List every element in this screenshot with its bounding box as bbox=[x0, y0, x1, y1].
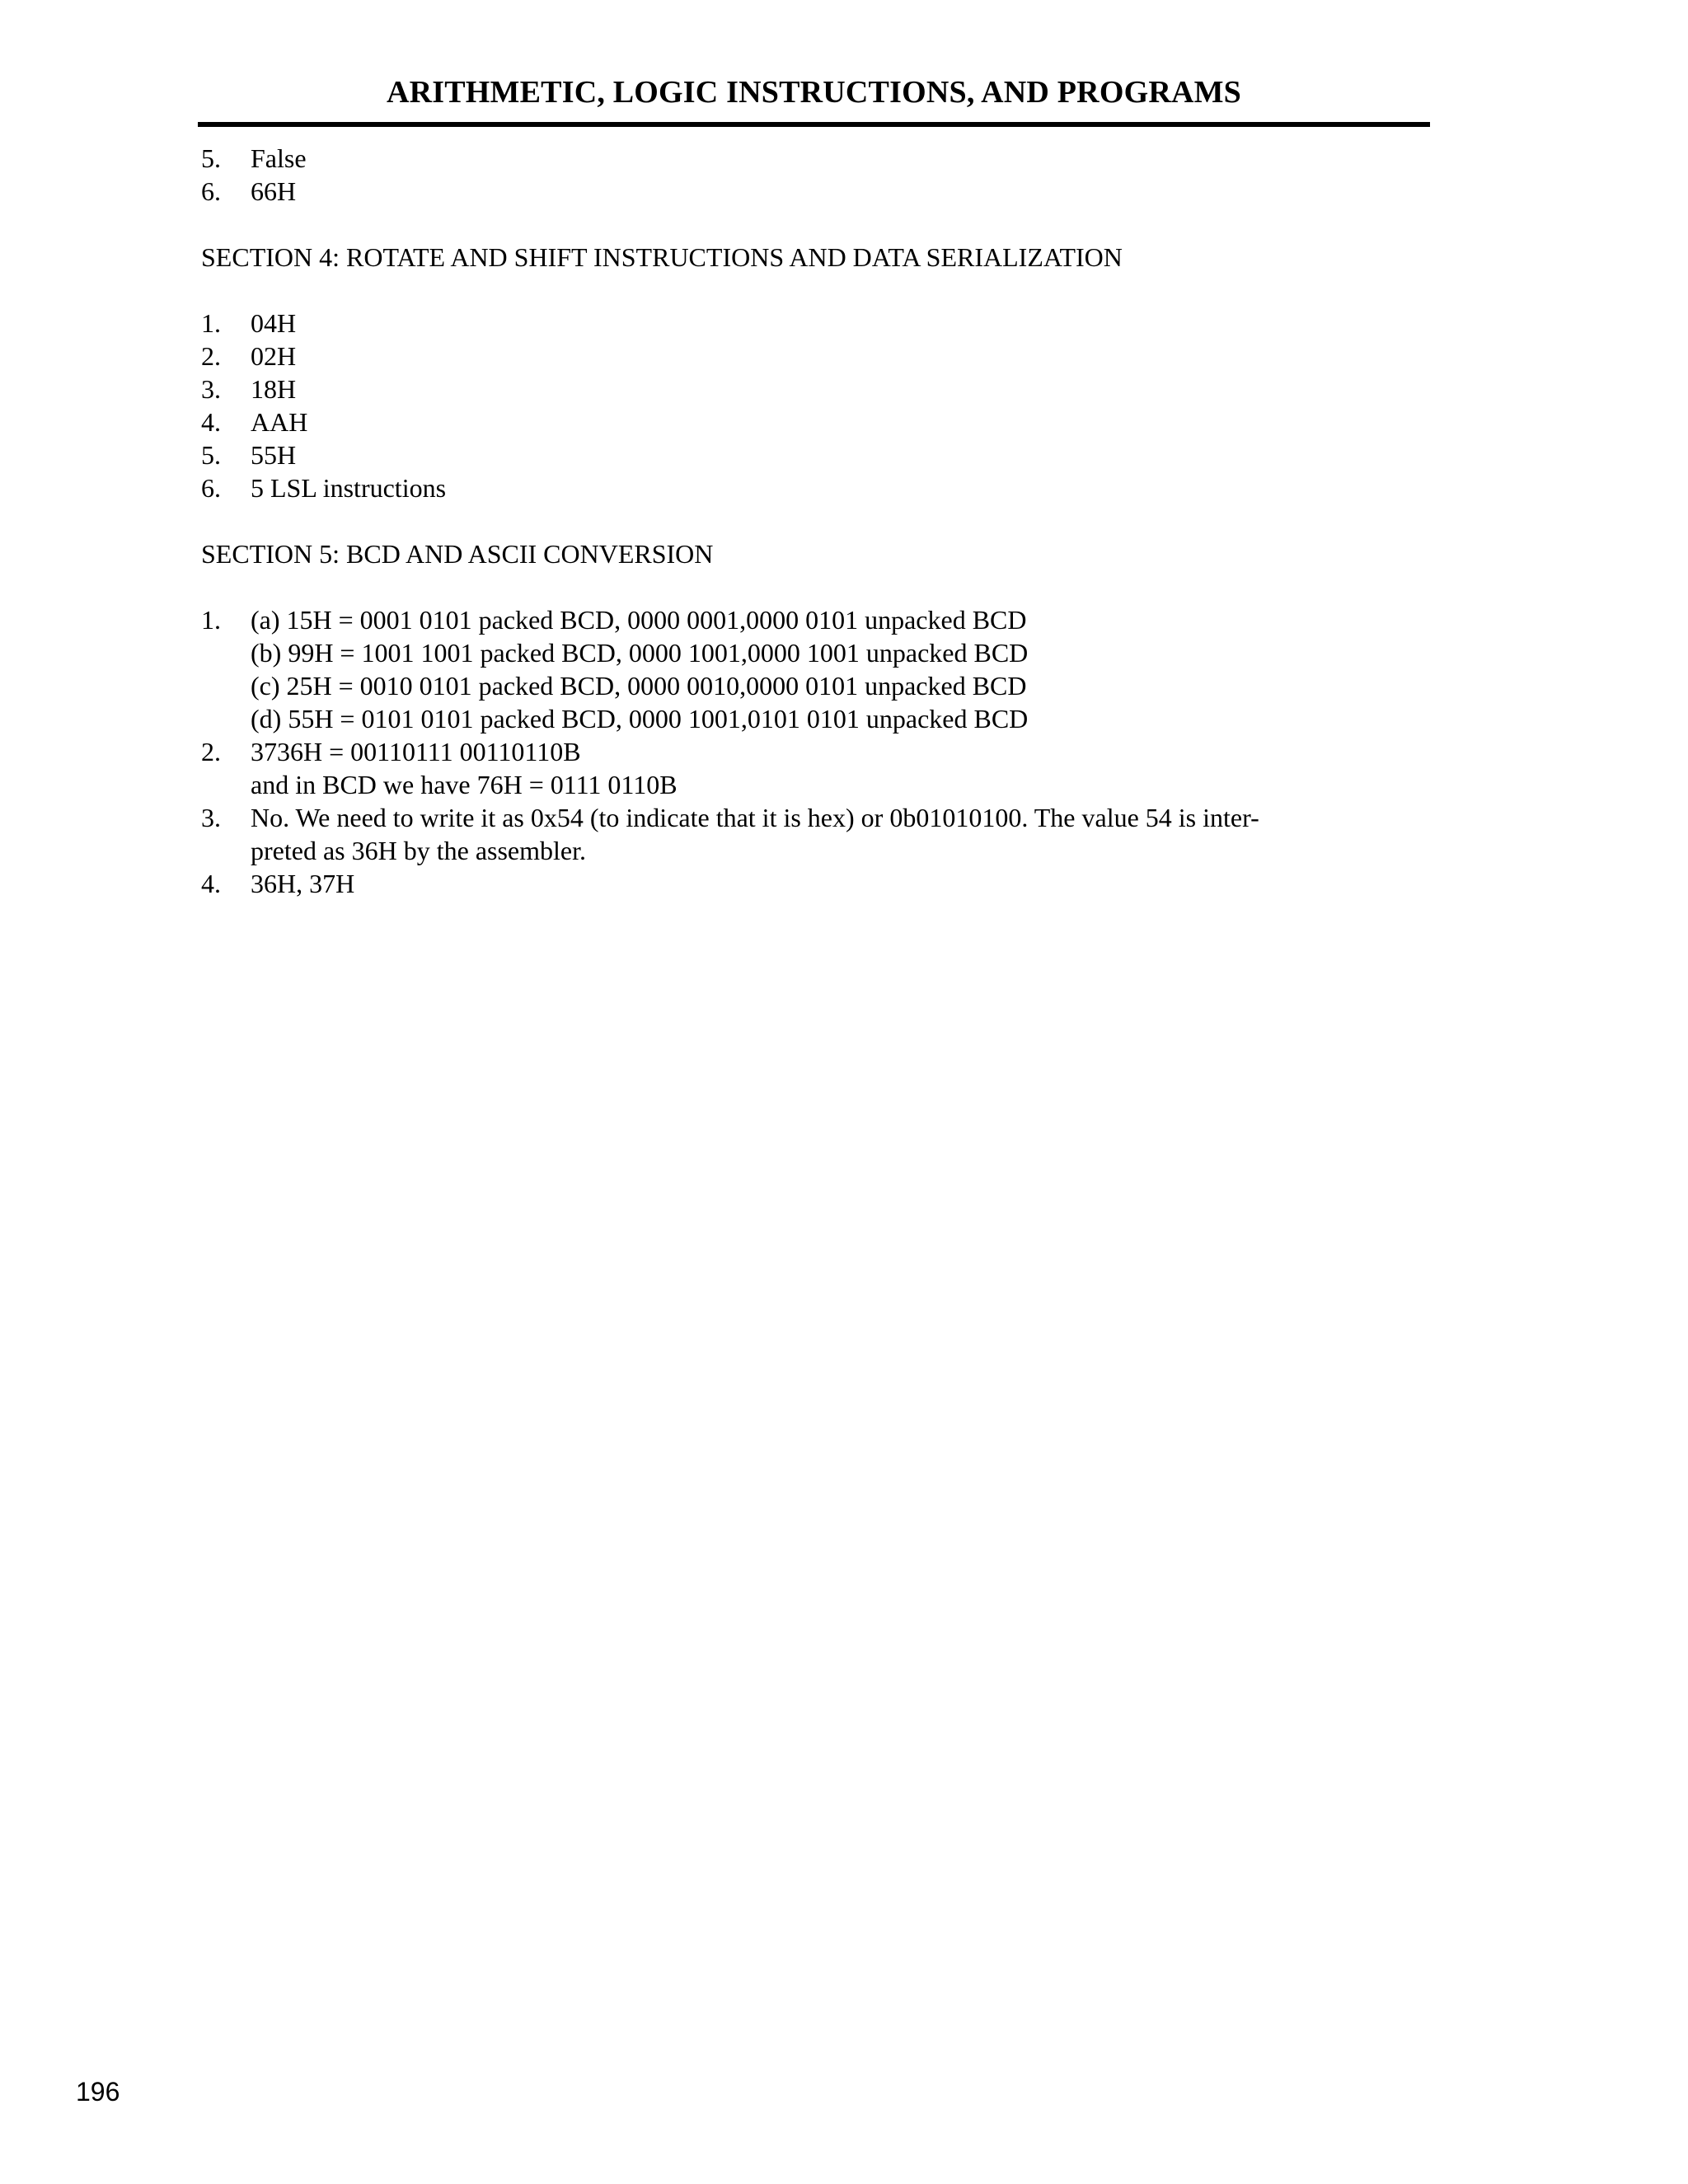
list-item bbox=[201, 373, 1437, 405]
list-item bbox=[201, 340, 1437, 373]
list-item bbox=[201, 867, 1437, 900]
item-number: 4. bbox=[201, 869, 221, 898]
list-item-continuation bbox=[201, 834, 1437, 867]
list-item-continuation bbox=[201, 636, 1437, 669]
list-item-continuation bbox=[201, 768, 1437, 801]
list-item bbox=[201, 405, 1437, 438]
list-item bbox=[201, 307, 1437, 340]
item-text: 04H bbox=[251, 308, 297, 338]
item-number: 3. bbox=[201, 803, 221, 832]
list-item bbox=[201, 175, 1437, 208]
item-text: (b) 99H = 1001 1001 packed BCD, 0000 1001,0000 1001 unpacked BCD bbox=[251, 638, 1029, 668]
item-number: 1. bbox=[201, 605, 221, 635]
page-title: ARITHMETIC, LOGIC INSTRUCTIONS, AND PROGRAMS bbox=[386, 75, 1242, 110]
title-divider bbox=[198, 122, 1430, 127]
item-number: 1. bbox=[201, 308, 221, 338]
item-number: 4. bbox=[201, 407, 221, 437]
list-item bbox=[201, 735, 1437, 768]
list-item bbox=[201, 438, 1437, 471]
list-item bbox=[201, 471, 1437, 504]
item-text: 18H bbox=[251, 374, 297, 404]
item-text: preted as 36H by the assembler. bbox=[251, 836, 586, 865]
item-number: 2. bbox=[201, 341, 221, 371]
item-text: 66H bbox=[251, 176, 297, 206]
item-number: 5. bbox=[201, 143, 221, 173]
item-text: (d) 55H = 0101 0101 packed BCD, 0000 1001,0101 0101 unpacked BCD bbox=[251, 704, 1029, 733]
item-text: AAH bbox=[251, 407, 308, 437]
page-number: 196 bbox=[76, 2077, 120, 2107]
section-5-heading: SECTION 5: BCD AND ASCII CONVERSION bbox=[201, 539, 714, 569]
item-text: 02H bbox=[251, 341, 297, 371]
list-item-continuation bbox=[201, 702, 1437, 735]
section-4-heading: SECTION 4: ROTATE AND SHIFT INSTRUCTIONS AND DATA SERIALIZATION bbox=[201, 242, 1123, 272]
item-number: 3. bbox=[201, 374, 221, 404]
item-number: 5. bbox=[201, 440, 221, 470]
item-text: No. We need to write it as 0x54 (to indicate that it is hex) or 0b01010100. The value 54 is inter- bbox=[251, 803, 1259, 832]
page-content bbox=[201, 142, 1437, 900]
item-text: (c) 25H = 0010 0101 packed BCD, 0000 0010,0000 0101 unpacked BCD bbox=[251, 671, 1027, 701]
item-text: 36H, 37H bbox=[251, 869, 355, 898]
list-item bbox=[201, 801, 1437, 834]
item-number: 6. bbox=[201, 473, 221, 503]
list-item bbox=[201, 603, 1437, 636]
item-text: False bbox=[251, 143, 307, 173]
item-text: 55H bbox=[251, 440, 297, 470]
item-number: 2. bbox=[201, 737, 221, 766]
item-text: (a) 15H = 0001 0101 packed BCD, 0000 0001,0000 0101 unpacked BCD bbox=[251, 605, 1027, 635]
list-item-continuation bbox=[201, 669, 1437, 702]
item-text: and in BCD we have 76H = 0111 0110B bbox=[251, 770, 678, 799]
list-item bbox=[201, 142, 1437, 175]
item-text: 3736H = 00110111 00110110B bbox=[251, 737, 581, 766]
item-number: 6. bbox=[201, 176, 221, 206]
item-text: 5 LSL instructions bbox=[251, 473, 447, 503]
